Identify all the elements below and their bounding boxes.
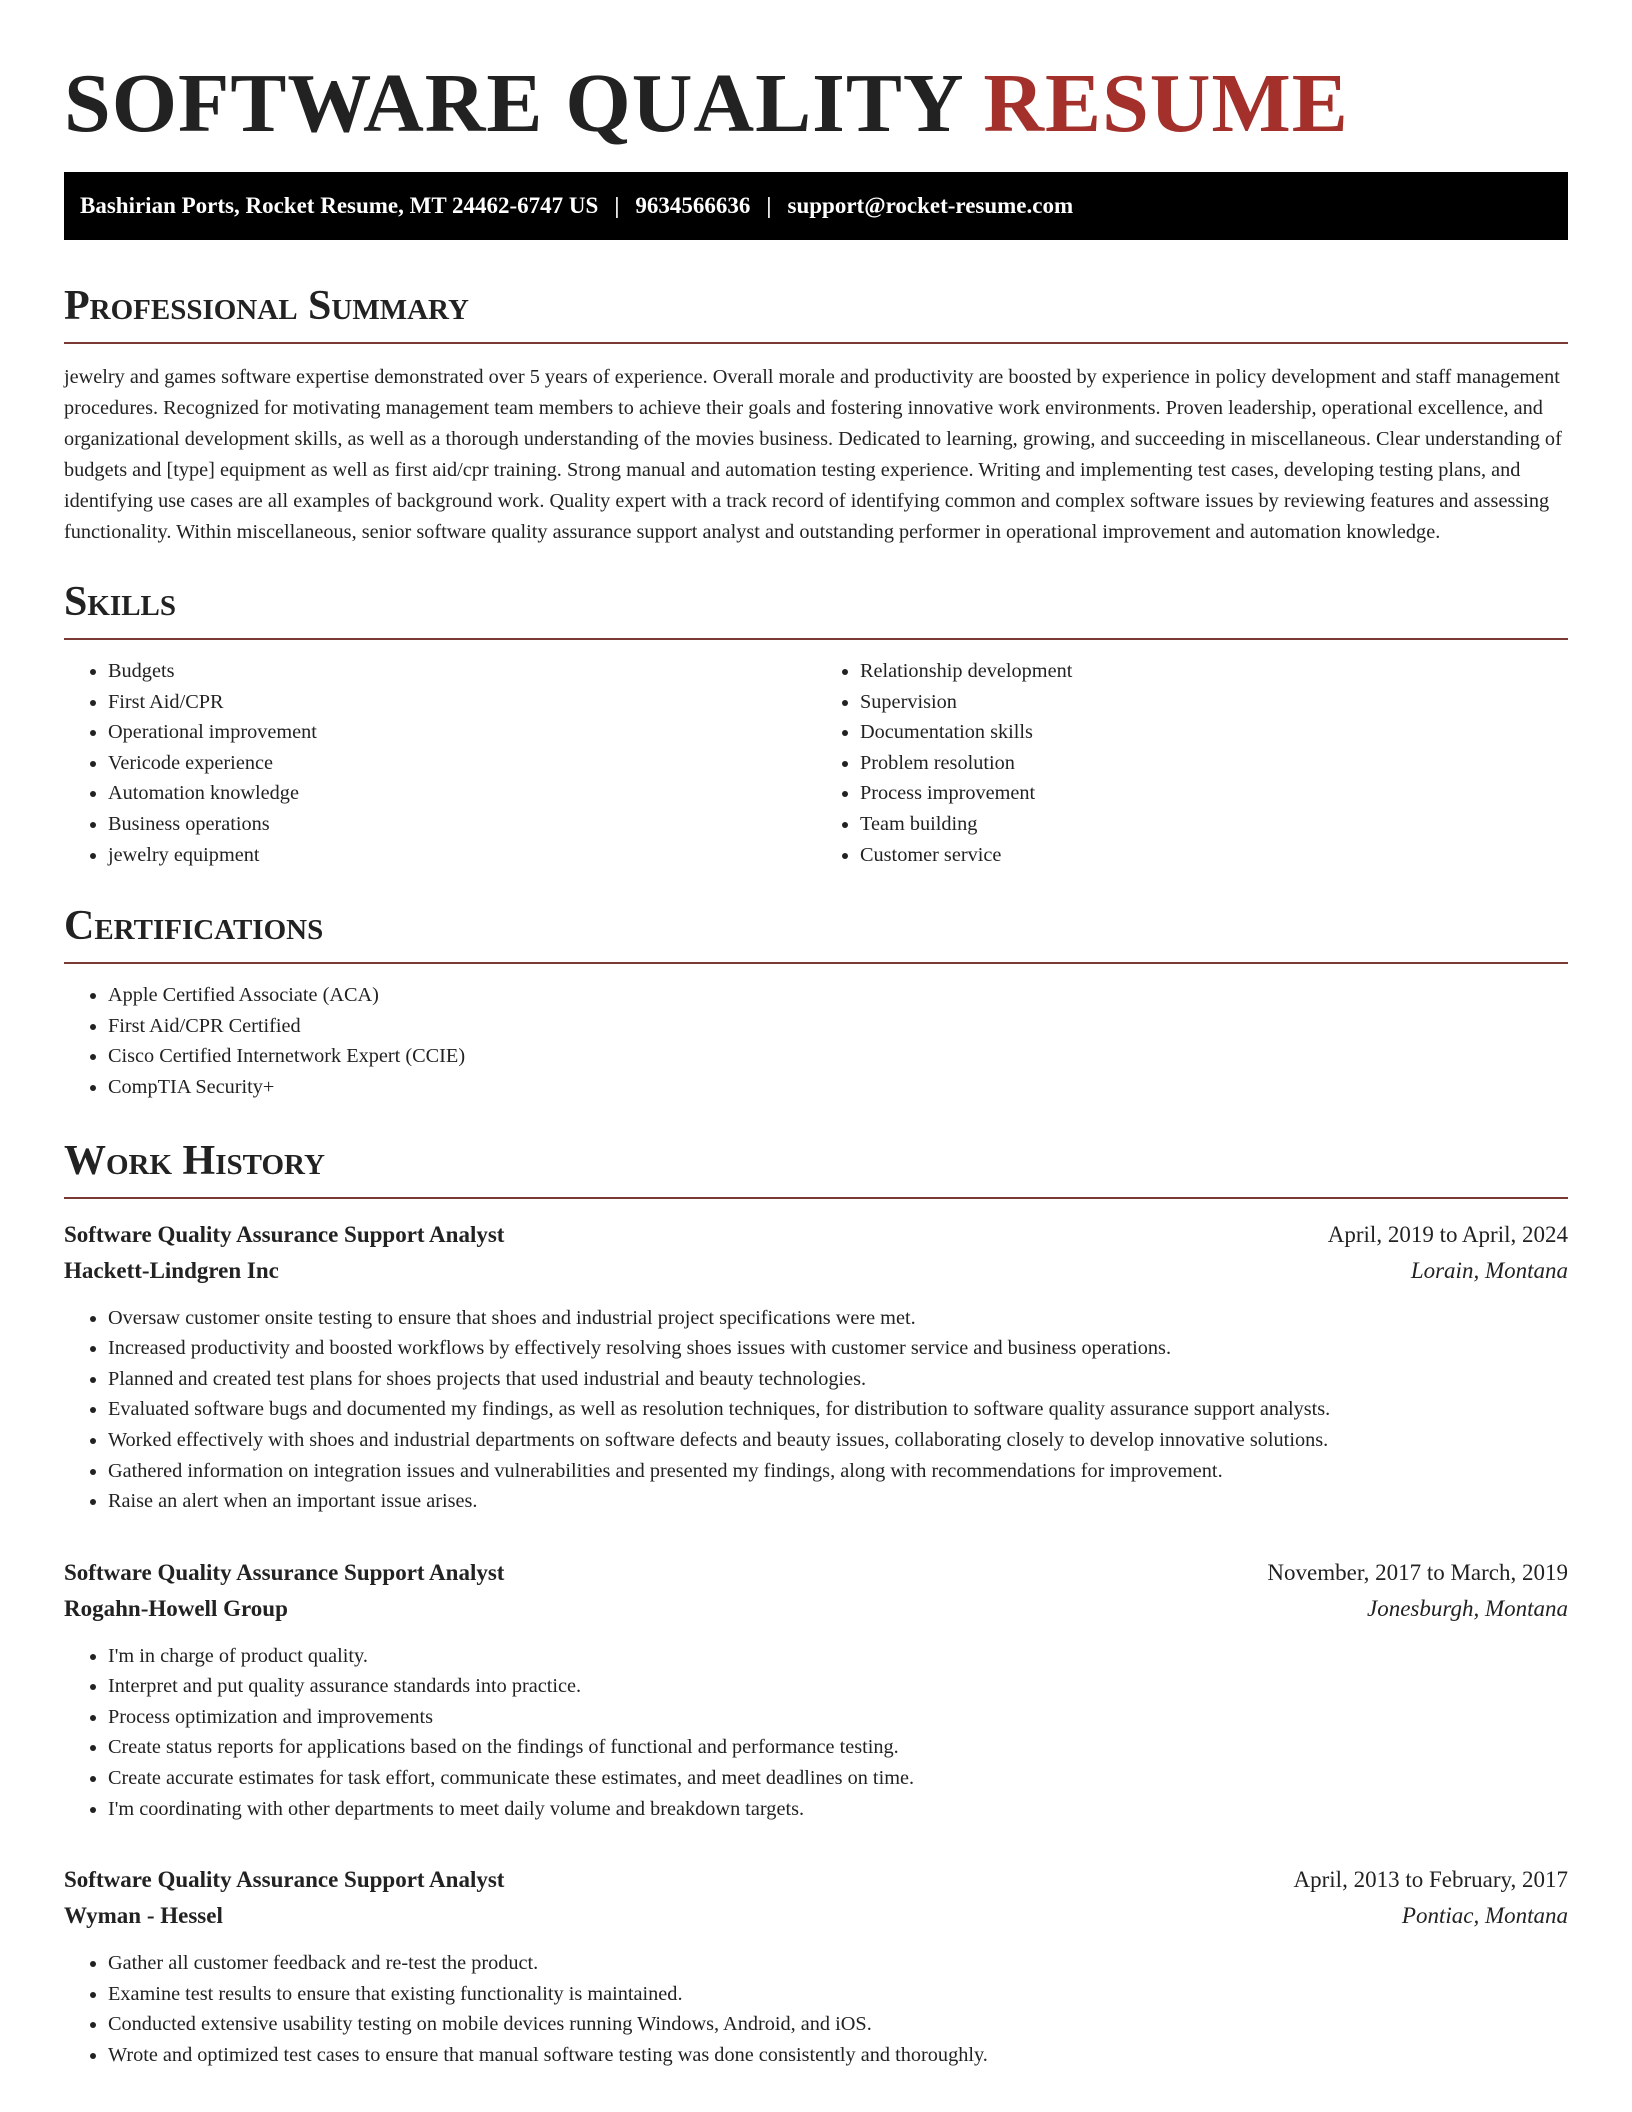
job-duty: • I'm coordinating with other departments to meet daily volume and breakdown targets. — [108, 1794, 1568, 1825]
skills-right-list — [816, 656, 1568, 870]
job-company-row — [64, 1591, 1568, 1627]
job-company-row — [64, 1898, 1568, 1934]
certification-item: • Apple Certified Associate (ACA) — [108, 980, 1568, 1011]
certification-item: • CompTIA Security+ — [108, 1072, 1568, 1103]
job-duty: • Evaluated software bugs and documented my findings, as well as resolution techniques, for distribution to software quality assurance support analysts. — [108, 1394, 1568, 1425]
job-company: Rogahn-Howell Group — [64, 1595, 288, 1621]
job-duty: • Examine test results to ensure that existing functionality is maintained. — [108, 1979, 1568, 2010]
skills-heading: Skills — [64, 576, 1568, 640]
skill-item: • First Aid/CPR — [108, 687, 816, 718]
summary-heading: Professional Summary — [64, 280, 1568, 344]
job-company: Wyman - Hessel — [64, 1903, 223, 1929]
job-duty: • Process optimization and improvements — [108, 1702, 1568, 1733]
job-duty: • Conducted extensive usability testing on mobile devices running Windows, Android, and iOS. — [108, 2009, 1568, 2040]
certification-item: • First Aid/CPR Certified — [108, 1011, 1568, 1042]
contact-address: Bashirian Ports, Rocket Resume, MT 24462-6747 US — [80, 193, 599, 218]
job-duty: • Interpret and put quality assurance standards into practice. — [108, 1671, 1568, 1702]
summary-text: jewelry and games software expertise demonstrated over 5 years of experience. Overall morale and productivity are boosted by experience in policy development and staff management procedures. Recognized for motivating management team members to achieve their goals and fostering innovative work environments. Proven leadership, operational excellence, and organizational development skills, as well as a thorough understanding of the movies business. Dedicated to learning, growing, and succeeding in miscellaneous. Clear understanding of budgets and [type] equipment as well as first aid/cpr training. Strong manual and automation testing experience. Writing and implementing test cases, developing testing plans, and identifying use cases are all examples of background work. Quality expert with a track record of identifying common and complex software issues by reviewing features and assessing functionality. Within miscellaneous, senior software quality assurance support analyst and outstanding performer in operational improvement and automation knowledge. — [64, 366, 1562, 543]
job-duty: • Wrote and optimized test cases to ensure that manual software testing was done consistently and thoroughly. — [108, 2040, 1568, 2071]
job-duty: • Increased productivity and boosted workflows by effectively resolving shoes issues with customer service and business operations. — [108, 1333, 1568, 1364]
skill-item: • Operational improvement — [108, 717, 816, 748]
job-duty: • Create status reports for applications based on the findings of functional and performance testing. — [108, 1732, 1568, 1763]
resume-title-accent: RESUME — [983, 57, 1349, 150]
job-duty: • Worked effectively with shoes and industrial departments on software defects and beauty issues, collaborating closely to develop innovative solutions. — [108, 1425, 1568, 1456]
job-location: Lorain, Montana — [1410, 1257, 1568, 1283]
certifications-list — [64, 980, 1568, 1102]
job-header-row — [64, 1862, 1568, 1898]
job-duties-list — [64, 1303, 1568, 1517]
skill-item: • Problem resolution — [860, 748, 1568, 779]
job-title: Software Quality Assurance Support Analyst — [64, 1221, 505, 1247]
resume-title — [64, 58, 1568, 150]
job-location: Pontiac, Montana — [1401, 1903, 1568, 1929]
job-dates: April, 2013 to February, 2017 — [1293, 1867, 1568, 1893]
skill-item: • Business operations — [108, 809, 816, 840]
skill-item: • Vericode experience — [108, 748, 816, 779]
work-history-heading: Work History — [64, 1135, 1568, 1199]
contact-phone: 9634566636 — [635, 193, 751, 218]
contact-separator: | — [614, 193, 620, 218]
job-duties-list — [64, 1948, 1568, 2070]
job-title: Software Quality Assurance Support Analyst — [64, 1867, 505, 1893]
job-duties-list — [64, 1641, 1568, 1825]
skill-item: • jewelry equipment — [108, 840, 816, 871]
job-company-row — [64, 1253, 1568, 1289]
job-header-row — [64, 1555, 1568, 1591]
job-title: Software Quality Assurance Support Analyst — [64, 1559, 505, 1585]
job-entry — [64, 1217, 1568, 1517]
job-dates: November, 2017 to March, 2019 — [1267, 1559, 1568, 1585]
job-location: Jonesburgh, Montana — [1366, 1595, 1568, 1621]
job-duty: • Gathered information on integration issues and vulnerabilities and presented my findings, along with recommendations for improvement. — [108, 1456, 1568, 1487]
skill-item: • Automation knowledge — [108, 778, 816, 809]
job-company: Hackett-Lindgren Inc — [64, 1257, 279, 1283]
skill-item: • Documentation skills — [860, 717, 1568, 748]
job-duty: • Planned and created test plans for shoes projects that used industrial and beauty technologies. — [108, 1364, 1568, 1395]
job-duty: • Create accurate estimates for task effort, communicate these estimates, and meet deadlines on time. — [108, 1763, 1568, 1794]
skills-columns — [64, 656, 1568, 870]
contact-email: support@rocket-resume.com — [787, 193, 1074, 218]
job-entry — [64, 1555, 1568, 1825]
job-duty: • Gather all customer feedback and re-test the product. — [108, 1948, 1568, 1979]
job-header-row — [64, 1217, 1568, 1253]
job-dates: April, 2019 to April, 2024 — [1327, 1221, 1568, 1247]
resume-title-main: SOFTWARE QUALITY — [64, 57, 962, 150]
skill-item: • Relationship development — [860, 656, 1568, 687]
contact-separator: | — [766, 193, 772, 218]
job-duty: • Raise an alert when an important issue arises. — [108, 1486, 1568, 1517]
skill-item: • Supervision — [860, 687, 1568, 718]
skill-item: • Budgets — [108, 656, 816, 687]
job-duty: • I'm in charge of product quality. — [108, 1641, 1568, 1672]
contact-bar — [64, 172, 1568, 240]
skill-item: • Process improvement — [860, 778, 1568, 809]
skill-item: • Customer service — [860, 840, 1568, 871]
skill-item: • Team building — [860, 809, 1568, 840]
certification-item: • Cisco Certified Internetwork Expert (CCIE) — [108, 1041, 1568, 1072]
skills-left-list — [64, 656, 816, 870]
job-entry — [64, 1862, 1568, 2070]
job-duty: • Oversaw customer onsite testing to ensure that shoes and industrial project specifications were met. — [108, 1303, 1568, 1334]
certifications-heading: Certifications — [64, 900, 1568, 964]
